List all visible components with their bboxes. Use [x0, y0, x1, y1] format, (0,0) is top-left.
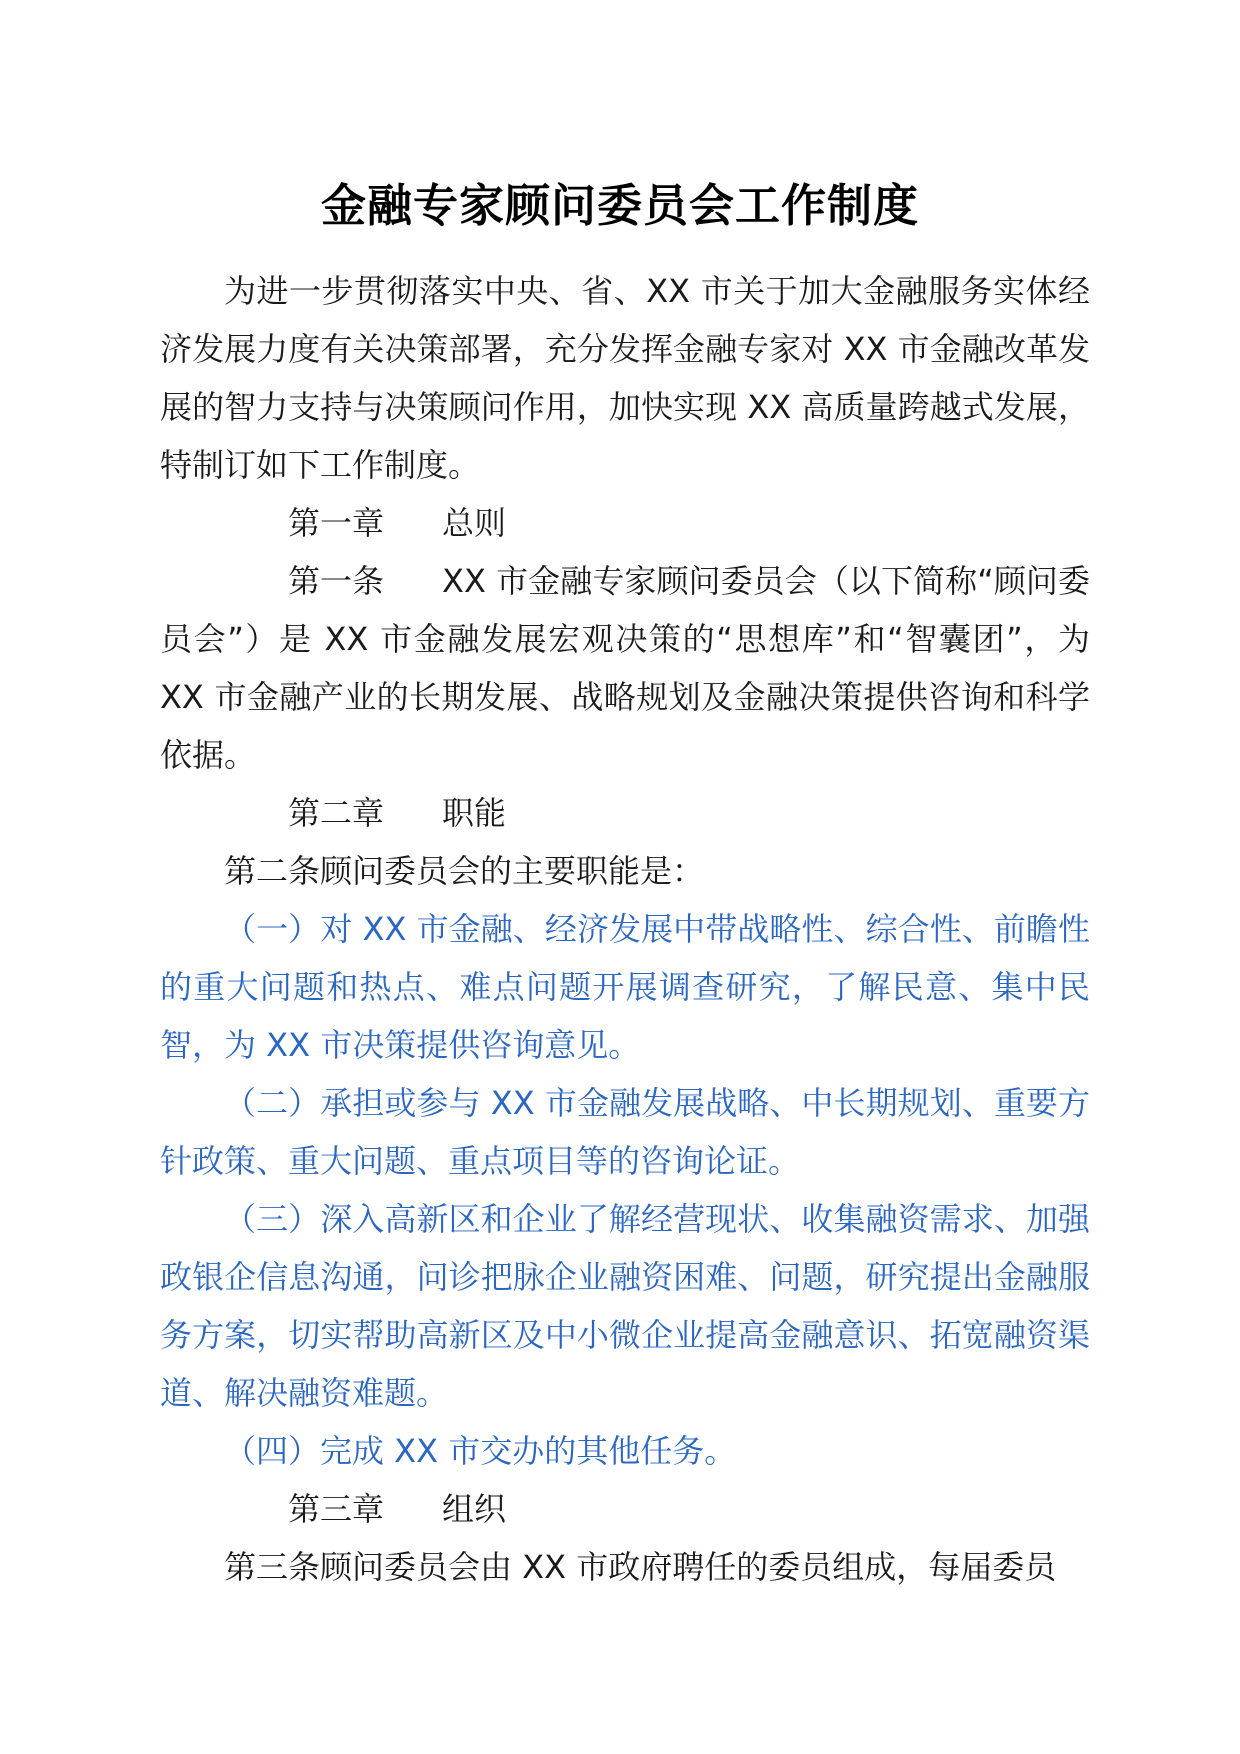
article-1-label: 第一条 — [288, 562, 385, 600]
chapter-1-label: 第一章 — [288, 504, 385, 542]
chapter-2-heading — [160, 784, 1090, 842]
article-3: 第三条顾问委员会由 XX 市政府聘任的委员组成，每届委员 — [224, 1548, 1057, 1586]
chapter-3-label: 第三章 — [288, 1490, 385, 1528]
chapter-3-title: 组织 — [442, 1490, 507, 1528]
chapter-1-title: 总则 — [442, 504, 507, 542]
function-item-2: （二）承担或参与 XX 市金融发展战略、中长期规划、重要方针政策、重大问题、重点项目等的咨询论证。 — [160, 1084, 1090, 1180]
chapter-2-title: 职能 — [442, 794, 507, 832]
chapter-2-label: 第二章 — [288, 794, 385, 832]
intro-paragraph: 为进一步贯彻落实中央、省、XX 市关于加大金融服务实体经济发展力度有关决策部署，充分发挥金融专家对 XX 市金融改革发展的智力支持与决策顾问作用，加快实现 XX 高质量跨越式发展，特制订如下工作制度。 — [160, 272, 1090, 484]
chapter-3-heading — [160, 1480, 1090, 1538]
article-2: 第二条顾问委员会的主要职能是： — [224, 852, 705, 890]
article-1 — [160, 552, 1090, 784]
article-1-text: XX 市金融专家顾问委员会（以下简称“顾问委员会”）是 XX 市金融发展宏观决策的“思想库”和“智囊团”，为 XX 市金融产业的长期发展、战略规划及金融决策提供咨询和科学依据。 — [160, 562, 1090, 774]
chapter-1-heading — [160, 494, 1090, 552]
document-body — [160, 262, 1090, 1596]
document-title: 金融专家顾问委员会工作制度 — [320, 179, 919, 232]
function-item-4: （四）完成 XX 市交办的其他任务。 — [224, 1432, 737, 1470]
function-item-3: （三）深入高新区和企业了解经营现状、收集融资需求、加强政银企信息沟通，问诊把脉企业融资困难、问题，研究提出金融服务方案，切实帮助高新区及中小微企业提高金融意识、拓宽融资渠道、解决融资难题。 — [160, 1200, 1090, 1412]
function-item-1: （一）对 XX 市金融、经济发展中带战略性、综合性、前瞻性的重大问题和热点、难点问题开展调查研究，了解民意、集中民智，为 XX 市决策提供咨询意见。 — [160, 910, 1090, 1064]
